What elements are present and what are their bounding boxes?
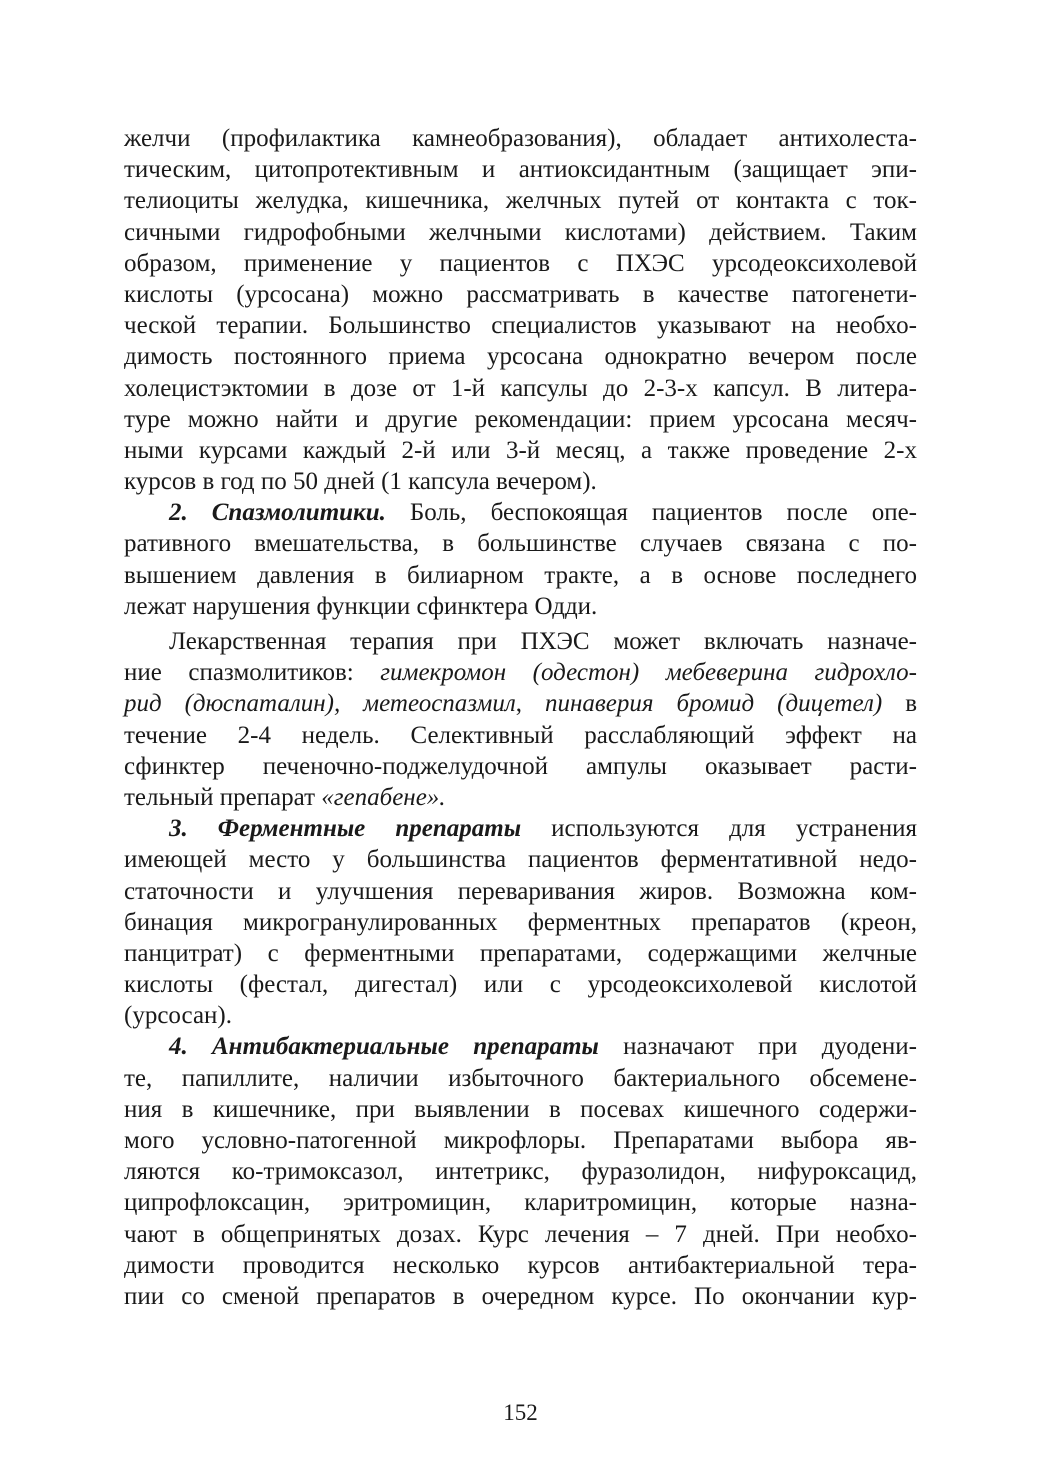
paragraph-antibacterials [124,1031,917,1312]
text-line: имеющей место у большинства пациентов ферментативной недо- [124,846,917,874]
text-line: телиоциты желудка, кишечника, желчных путей от контакта с ток- [124,187,917,215]
text-line: пии со сменой препаратов в очередном курсе. По окончании кур- [124,1282,917,1310]
text-run: тельный препарат [124,783,322,811]
section-heading-spasmolytics: 2. Спазмолитики. [169,499,386,527]
text-line: сичными гидрофобными желчными кислотами) действием. Таким [124,218,917,246]
paragraph-enzymes [124,813,917,1031]
text-line: ными курсами каждый 2-й или 3-й месяц, а также проведение 2-х [124,436,917,464]
drug-name: гимекромон (одестон) мебеверина гидрохло- [380,659,917,687]
text-line: ческой терапии. Большинство специалистов указывают на необхо- [124,312,917,340]
text-line: ципрофлоксацин, эритромицин, кларитромицин, которые назна- [124,1189,917,1217]
text-line: ративного вмешательства, в большинстве случаев связана с по- [124,530,917,558]
paragraph-ursosan [124,123,917,497]
text-line: курсов в год по 50 дней (1 капсула вечером). [124,468,597,496]
text-line: димости проводится несколько курсов антибактериальной тера- [124,1251,917,1279]
text-line: течение 2-4 недель. Селективный расслабляющий эффект на [124,721,917,749]
text-line: димость постоянного приема урсосана однократно вечером после [124,343,917,371]
text-line: (урсосан). [124,1002,232,1030]
text-run: , [515,690,546,718]
text-run: ние спазмолитиков: [124,659,381,687]
text-line: сфинктер печеночно-поджелудочной ампулы оказывает расти- [124,752,917,780]
section-heading-enzymes: 3. Ферментные препараты [169,815,522,843]
text-line: желчи (профилактика камнеобразования), обладает антихолеста- [124,125,917,152]
text-run: в [882,690,918,718]
text-run: Боль, беспокоящая пациентов после опе- [385,499,918,527]
text-line: вышением давления в билиарном тракте, а в основе последнего [124,561,917,589]
text-line: статочности и улучшения переваривания жиров. Возможна ком- [124,877,917,905]
text-line: лежат нарушения функции сфинктера Одди. [124,592,598,620]
text-line [124,497,917,528]
paragraph-drug-therapy [124,626,917,813]
text-run: используются для устранения [521,815,917,843]
page-body [124,123,917,1312]
text-line: те, папиллите, наличии избыточного бактериального обсемене- [124,1064,917,1092]
text-line: кислоты (фестал, дигестал) или с урсодеоксихолевой кислотой [124,971,917,999]
text-line: ляются ко-тримоксазол, интетрикс, фуразолидон, нифуроксацид, [124,1158,917,1186]
text-run: назначают при дуодени- [598,1033,917,1061]
drug-name: пинаверия бромид (дицетел) [545,690,883,718]
text-line [124,1031,917,1062]
drug-name: «гепабене». [321,783,446,811]
text-line [124,657,917,688]
text-line [124,813,917,844]
text-line: тическим, цитопротективным и антиоксидантным (защищает эпи- [124,156,917,184]
text-line: ния в кишечнике, при выявлении в посевах кишечного содержи- [124,1095,917,1123]
text-line: туре можно найти и другие рекомендации: прием урсосана месяч- [124,405,917,433]
text-line: кислоты (урсосана) можно рассматривать в качестве патогенети- [124,280,917,308]
text-line: Лекарственная терапия при ПХЭС может включать назначе- [169,628,917,655]
text-line: мого условно-патогенной микрофлоры. Препаратами выбора яв- [124,1127,917,1154]
page-number: 152 [503,1400,538,1425]
text-line: образом, применение у пациентов с ПХЭС урсодеоксихолевой [124,249,917,277]
text-line [124,688,917,719]
section-heading-antibacterials: 4. Антибактериальные препараты [169,1033,599,1061]
text-line: бинация микрогранулированных ферментных препаратов (креон, [124,908,917,936]
text-line [124,782,917,813]
text-line: холецистэктомии в дозе от 1-й капсулы до 2-3-х капсул. В литера- [124,374,917,402]
text-line: панцитрат) с ферментными препаратами, содержащими желчные [124,939,917,967]
drug-name: рид (дюспаталин), метеоспазмил [124,690,516,718]
text-line: чают в общепринятых дозах. Курс лечения – 7 дней. При необхо- [124,1220,917,1248]
paragraph-spasmolytics [124,497,917,622]
